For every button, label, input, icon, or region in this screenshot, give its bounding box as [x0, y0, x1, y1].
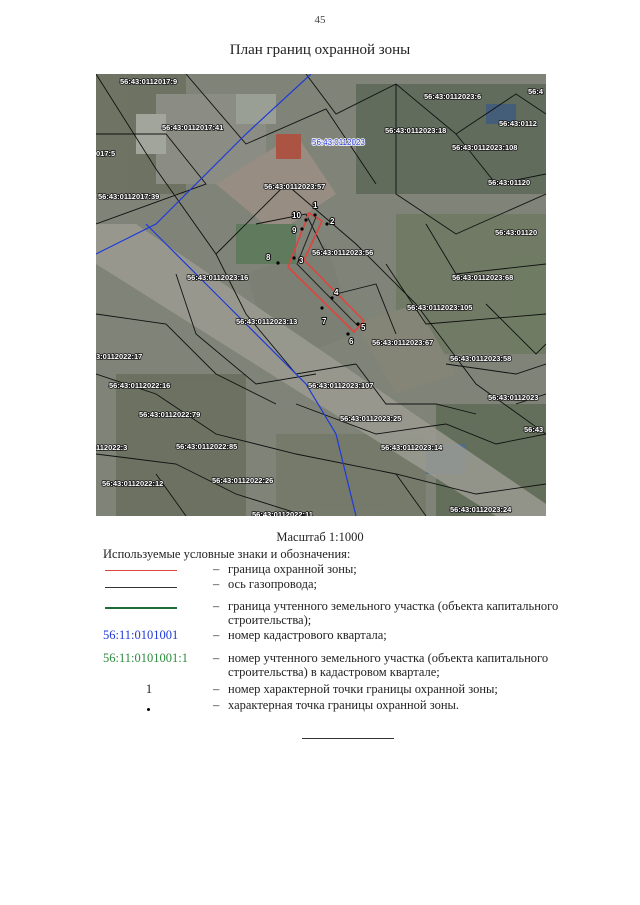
- legend-item-quarter-number: [103, 628, 583, 644]
- legend-label: граница охранной зоны;: [228, 562, 357, 576]
- legend-item-zone-boundary: [103, 562, 583, 578]
- page-number: 45: [314, 14, 326, 26]
- parcel-label: 56:43:0112022:11: [252, 510, 313, 516]
- parcel-label: 56:43:0112023:18: [385, 126, 447, 135]
- zone-point-10: [304, 218, 307, 221]
- map-image: [96, 74, 546, 516]
- legend-dash: –: [213, 698, 220, 712]
- legend-item-point-number: [103, 682, 583, 698]
- parcel-label: 56:43:0112022:26: [212, 476, 274, 485]
- parcel-label: 56:4: [528, 87, 544, 96]
- legend-heading: Используемые условные знаки и обозначения:: [103, 547, 351, 561]
- parcel-label: 112022:3: [96, 443, 128, 452]
- dark-line-symbol: [105, 587, 177, 588]
- legend-item-pipeline-axis: [103, 577, 583, 593]
- zone-point-6: [346, 332, 349, 335]
- legend-dash: –: [213, 577, 220, 591]
- zone-point-7: [320, 306, 323, 309]
- parcel-label: 56:43:0112022:79: [139, 410, 201, 419]
- zone-point-3: [292, 256, 295, 259]
- parcel-label: 56:43:01120: [495, 228, 538, 237]
- parcel-label: 56:43:0112023:67: [372, 338, 434, 347]
- legend-item-point: [103, 698, 583, 714]
- legend-label: номер учтенного земельного участка (объекта капитального строительства) в кадастровом квартале;: [228, 651, 549, 679]
- parcel-label: 56:43:0112022:16: [109, 381, 171, 390]
- point-label-7: 7: [322, 317, 327, 326]
- green-number-symbol: 56:11:0101001:1: [103, 651, 188, 665]
- parcel-label: 56:43:0112023:58: [450, 354, 512, 363]
- legend-dash: –: [213, 562, 220, 576]
- parcel-label: 56:43:0112017:41: [162, 123, 224, 132]
- parcel-label: 56:43:0112023:57: [264, 182, 326, 191]
- parcel-label: 56:43:0112023:108: [452, 143, 518, 152]
- parcel-label: 56:43: [524, 425, 544, 434]
- parcel-label: 56:43:0112023: [488, 393, 539, 402]
- bottom-rule: [302, 738, 394, 739]
- legend-item-parcel-number: [103, 651, 583, 681]
- zone-point-5: [356, 322, 359, 325]
- parcel-label: 3:0112022:17: [96, 352, 143, 361]
- parcel-label: 56:43:0112023:25: [340, 414, 402, 423]
- point-label-8: 8: [266, 253, 271, 262]
- point-number-symbol: 1: [145, 682, 153, 696]
- zone-point-9: [300, 227, 303, 230]
- point-label-3: 3: [299, 256, 304, 265]
- point-label-1: 1: [313, 201, 318, 210]
- legend-label: граница учтенного земельного участка (объекта капитального строительства);: [228, 599, 559, 627]
- parcel-label: 56:43:0112023:107: [308, 381, 374, 390]
- parcel-label: 56:43:0112023:16: [187, 273, 249, 282]
- map-scale: Масштаб 1:1000: [276, 530, 364, 544]
- parcel-label: 56:43:0112023:14: [381, 443, 443, 452]
- legend-label: характерная точка границы охранной зоны.: [228, 698, 460, 712]
- parcel-label: 56:43:0112023:68: [452, 273, 514, 282]
- point-label-2: 2: [330, 217, 335, 226]
- point-label-9: 9: [292, 226, 297, 235]
- parcel-label: 56:43:0112023:24: [450, 505, 512, 514]
- point-label-6: 6: [349, 337, 354, 346]
- parcel-label: 56:43:0112017:39: [98, 192, 160, 201]
- zone-point-1: [313, 213, 316, 216]
- quarter-label: 56:43:0112023: [312, 138, 365, 147]
- parcel-label: 56:43:01120: [488, 178, 531, 187]
- dot-symbol: [147, 708, 150, 711]
- zone-point-2: [325, 222, 328, 225]
- legend-item-parcel-boundary: [103, 599, 583, 629]
- green-line-symbol: [105, 607, 177, 609]
- point-label-5: 5: [361, 323, 366, 332]
- legend-dash: –: [213, 599, 220, 613]
- legend-dash: –: [213, 628, 220, 642]
- parcel-label: 56:43:0112: [499, 119, 537, 128]
- blue-number-symbol: 56:11:0101001: [103, 628, 179, 642]
- point-label-10: 10: [292, 211, 301, 220]
- legend-label: номер характерной точки границы охранной зоны;: [228, 682, 498, 696]
- parcel-label: 017:5: [96, 149, 116, 158]
- parcel-label: 56:43:0112023:6: [424, 92, 482, 101]
- parcel-label: 56:43:0112023:105: [407, 303, 473, 312]
- parcel-label: 56:43:0112023:13: [236, 317, 298, 326]
- parcel-label: 56:43:0112017:9: [120, 77, 178, 86]
- parcel-label: 56:43:0112023:56: [312, 248, 374, 257]
- legend-dash: –: [213, 651, 220, 665]
- legend-dash: –: [213, 682, 220, 696]
- page-title: План границ охранной зоны: [229, 42, 411, 58]
- zone-point-8: [276, 261, 279, 264]
- cadastral-map: [96, 74, 546, 516]
- legend-label: номер кадастрового квартала;: [228, 628, 387, 642]
- legend-label: ось газопровода;: [228, 577, 318, 591]
- red-line-symbol: [105, 570, 177, 571]
- point-label-4: 4: [334, 288, 339, 297]
- parcel-label: 56:43:0112022:12: [102, 479, 164, 488]
- parcel-label: 56:43:0112022:85: [176, 442, 238, 451]
